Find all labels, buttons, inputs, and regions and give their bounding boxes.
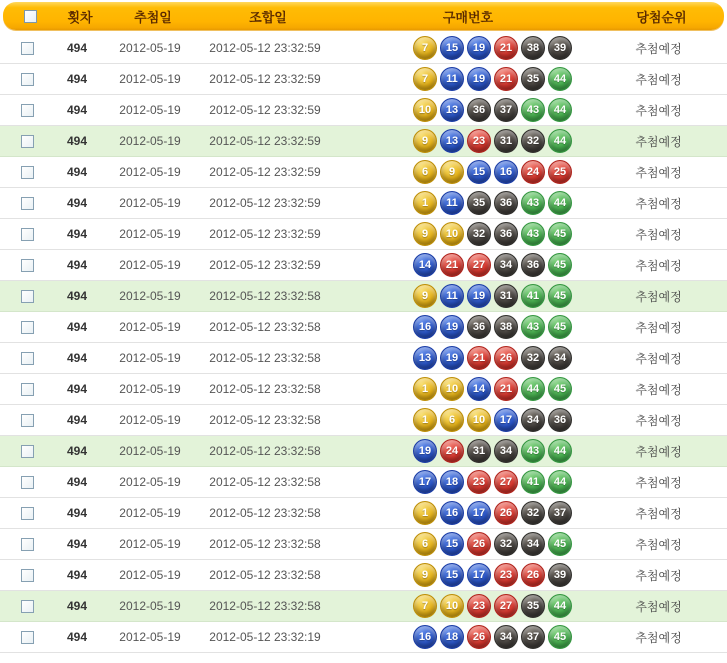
draw-date: 2012-05-19 — [119, 413, 181, 427]
row-checkbox-cell — [0, 467, 54, 497]
row-checkbox-cell — [0, 33, 54, 63]
round-number: 494 — [66, 382, 88, 396]
lotto-ball: 37 — [494, 98, 518, 122]
row-checkbox-cell — [0, 343, 54, 373]
draw-date: 2012-05-19 — [119, 382, 181, 396]
combination-datetime: 2012-05-12 23:32:58 — [209, 320, 321, 334]
table-row — [0, 219, 727, 250]
table-row — [0, 374, 727, 405]
round-number: 494 — [66, 134, 88, 148]
round-number: 494 — [66, 41, 88, 55]
winning-rank-status: 추첨예정 — [635, 41, 682, 56]
lotto-ball: 19 — [413, 439, 437, 463]
lotto-ball: 17 — [494, 408, 518, 432]
purchase-numbers — [330, 498, 600, 528]
purchase-numbers — [330, 343, 600, 373]
row-checkbox-cell — [0, 498, 54, 528]
combination-datetime: 2012-05-12 23:32:58 — [209, 351, 321, 365]
row-checkbox-cell — [0, 560, 54, 590]
lotto-ball: 13 — [440, 98, 464, 122]
row-checkbox[interactable] — [21, 445, 34, 458]
lotto-ball: 32 — [521, 129, 545, 153]
lotto-ball: 32 — [521, 501, 545, 525]
lotto-ball: 6 — [413, 532, 437, 556]
table-header — [3, 2, 724, 30]
lotto-ball: 23 — [467, 594, 491, 618]
lotto-ball: 43 — [521, 191, 545, 215]
row-checkbox-cell — [0, 126, 54, 156]
lotto-ball: 9 — [440, 160, 464, 184]
lotto-ball: 23 — [467, 470, 491, 494]
lotto-ball: 10 — [440, 377, 464, 401]
lotto-ball: 37 — [521, 625, 545, 649]
round-number: 494 — [66, 196, 88, 210]
lotto-ball: 21 — [494, 67, 518, 91]
lotto-ball: 34 — [548, 346, 572, 370]
lotto-ball: 39 — [548, 563, 572, 587]
lotto-ball: 1 — [413, 408, 437, 432]
lotto-ball: 37 — [548, 501, 572, 525]
purchase-numbers — [330, 157, 600, 187]
purchase-numbers — [330, 591, 600, 621]
lotto-ball: 45 — [548, 625, 572, 649]
lotto-ball: 44 — [548, 67, 572, 91]
winning-rank-status: 추첨예정 — [635, 258, 682, 273]
lotto-ball: 27 — [467, 253, 491, 277]
purchase-numbers — [330, 219, 600, 249]
lotto-ball: 13 — [413, 346, 437, 370]
draw-date: 2012-05-19 — [119, 72, 181, 86]
lotto-ball: 44 — [548, 191, 572, 215]
lotto-ball: 26 — [494, 346, 518, 370]
round-number: 494 — [66, 351, 88, 365]
row-checkbox-cell — [0, 250, 54, 280]
winning-rank-status: 추첨예정 — [635, 320, 682, 335]
combination-datetime: 2012-05-12 23:32:58 — [209, 475, 321, 489]
table-row — [0, 312, 727, 343]
lotto-ball: 19 — [467, 284, 491, 308]
draw-date: 2012-05-19 — [119, 103, 181, 117]
row-checkbox[interactable] — [21, 290, 34, 303]
row-checkbox-cell — [0, 436, 54, 466]
purchase-numbers — [330, 64, 600, 94]
round-number: 494 — [66, 599, 88, 613]
purchase-numbers — [330, 622, 600, 652]
lotto-ball: 1 — [413, 191, 437, 215]
row-checkbox[interactable] — [21, 507, 34, 520]
lotto-ball: 11 — [440, 191, 464, 215]
lotto-ball: 35 — [521, 594, 545, 618]
table-row — [0, 560, 727, 591]
lotto-ball: 1 — [413, 501, 437, 525]
draw-date: 2012-05-19 — [119, 165, 181, 179]
lotto-ball: 34 — [494, 253, 518, 277]
lotto-ball: 21 — [494, 377, 518, 401]
col-header-combo-date: 조합일 — [249, 9, 287, 25]
lotto-ball: 44 — [548, 129, 572, 153]
lotto-ball: 16 — [413, 315, 437, 339]
lotto-ball: 44 — [548, 594, 572, 618]
table-row — [0, 591, 727, 622]
draw-date: 2012-05-19 — [119, 320, 181, 334]
lotto-ball: 43 — [521, 439, 545, 463]
lotto-ball: 44 — [548, 439, 572, 463]
lotto-ball: 17 — [467, 501, 491, 525]
combination-datetime: 2012-05-12 23:32:59 — [209, 196, 321, 210]
round-number: 494 — [66, 72, 88, 86]
draw-date: 2012-05-19 — [119, 444, 181, 458]
combination-datetime: 2012-05-12 23:32:19 — [209, 630, 321, 644]
lotto-ball: 16 — [413, 625, 437, 649]
lotto-ball: 7 — [413, 594, 437, 618]
lotto-ball: 27 — [494, 594, 518, 618]
lotto-ball: 32 — [494, 532, 518, 556]
lotto-ball: 44 — [521, 377, 545, 401]
lotto-ball: 26 — [467, 625, 491, 649]
row-checkbox[interactable] — [21, 476, 34, 489]
lotto-ball: 21 — [440, 253, 464, 277]
lotto-ball: 10 — [467, 408, 491, 432]
table-row — [0, 405, 727, 436]
lotto-ball: 26 — [521, 563, 545, 587]
table-row — [0, 95, 727, 126]
winning-rank-status: 추첨예정 — [635, 103, 682, 118]
round-number: 494 — [66, 320, 88, 334]
combination-datetime: 2012-05-12 23:32:59 — [209, 72, 321, 86]
row-checkbox[interactable] — [21, 228, 34, 241]
row-checkbox-cell — [0, 219, 54, 249]
table-row — [0, 436, 727, 467]
winning-rank-status: 추첨예정 — [635, 537, 682, 552]
row-checkbox[interactable] — [21, 600, 34, 613]
row-checkbox[interactable] — [21, 352, 34, 365]
draw-date: 2012-05-19 — [119, 506, 181, 520]
purchase-numbers — [330, 374, 600, 404]
lotto-ball: 31 — [494, 129, 518, 153]
table-row — [0, 343, 727, 374]
combination-datetime: 2012-05-12 23:32:58 — [209, 382, 321, 396]
row-checkbox[interactable] — [21, 538, 34, 551]
draw-date: 2012-05-19 — [119, 196, 181, 210]
draw-date: 2012-05-19 — [119, 475, 181, 489]
lotto-ball: 9 — [413, 284, 437, 308]
table-row — [0, 157, 727, 188]
row-checkbox[interactable] — [21, 383, 34, 396]
combination-datetime: 2012-05-12 23:32:58 — [209, 568, 321, 582]
draw-date: 2012-05-19 — [119, 630, 181, 644]
lotto-ball: 34 — [521, 408, 545, 432]
round-number: 494 — [66, 537, 88, 551]
lotto-ball: 15 — [440, 563, 464, 587]
lotto-ball: 25 — [548, 160, 572, 184]
lotto-ball: 32 — [521, 346, 545, 370]
lotto-ball: 36 — [494, 222, 518, 246]
winning-rank-status: 추첨예정 — [635, 134, 682, 149]
lotto-ball: 6 — [440, 408, 464, 432]
lotto-ball: 35 — [467, 191, 491, 215]
purchase-numbers — [330, 405, 600, 435]
round-number: 494 — [66, 506, 88, 520]
lotto-ball: 21 — [494, 36, 518, 60]
purchase-numbers — [330, 312, 600, 342]
lotto-ball: 43 — [521, 222, 545, 246]
lotto-ball: 45 — [548, 377, 572, 401]
lotto-ball: 7 — [413, 67, 437, 91]
draw-date: 2012-05-19 — [119, 258, 181, 272]
lotto-ball: 38 — [521, 36, 545, 60]
lotto-ball: 11 — [440, 284, 464, 308]
lotto-ball: 9 — [413, 563, 437, 587]
draw-date: 2012-05-19 — [119, 134, 181, 148]
lotto-ball: 11 — [440, 67, 464, 91]
table-row — [0, 529, 727, 560]
lotto-ball: 45 — [548, 315, 572, 339]
lotto-ball: 45 — [548, 284, 572, 308]
lotto-ball: 41 — [521, 470, 545, 494]
draw-date: 2012-05-19 — [119, 289, 181, 303]
purchase-numbers — [330, 467, 600, 497]
winning-rank-status: 추첨예정 — [635, 227, 682, 242]
draw-date: 2012-05-19 — [119, 351, 181, 365]
lotto-ball: 38 — [494, 315, 518, 339]
header-cell-checkbox — [3, 2, 57, 30]
lotto-ball: 15 — [467, 160, 491, 184]
row-checkbox-cell — [0, 188, 54, 218]
draw-date: 2012-05-19 — [119, 537, 181, 551]
lotto-ball: 32 — [467, 222, 491, 246]
round-number: 494 — [66, 289, 88, 303]
round-number: 494 — [66, 165, 88, 179]
table-row — [0, 467, 727, 498]
row-checkbox[interactable] — [21, 259, 34, 272]
lotto-ball: 31 — [467, 439, 491, 463]
lotto-ball: 7 — [413, 36, 437, 60]
lotto-ball: 36 — [521, 253, 545, 277]
lotto-ball: 23 — [494, 563, 518, 587]
lotto-ball: 18 — [440, 625, 464, 649]
lotto-ball: 34 — [521, 532, 545, 556]
purchase-numbers — [330, 250, 600, 280]
row-checkbox[interactable] — [21, 73, 34, 86]
table-row — [0, 188, 727, 219]
winning-rank-status: 추첨예정 — [635, 165, 682, 180]
winning-rank-status: 추첨예정 — [635, 413, 682, 428]
lotto-ball: 24 — [440, 439, 464, 463]
lotto-ball: 36 — [467, 98, 491, 122]
lotto-ball: 36 — [548, 408, 572, 432]
lotto-ball: 24 — [521, 160, 545, 184]
draw-date: 2012-05-19 — [119, 599, 181, 613]
lotto-ball: 36 — [494, 191, 518, 215]
purchase-numbers — [330, 529, 600, 559]
purchase-numbers — [330, 281, 600, 311]
lotto-ball: 39 — [548, 36, 572, 60]
row-checkbox-cell — [0, 591, 54, 621]
winning-rank-status: 추첨예정 — [635, 506, 682, 521]
lotto-ball: 41 — [521, 284, 545, 308]
winning-rank-status: 추첨예정 — [635, 599, 682, 614]
purchase-numbers — [330, 95, 600, 125]
lotto-ball: 1 — [413, 377, 437, 401]
lotto-ball: 14 — [467, 377, 491, 401]
lotto-ball: 35 — [521, 67, 545, 91]
combination-datetime: 2012-05-12 23:32:58 — [209, 289, 321, 303]
lotto-ball: 6 — [413, 160, 437, 184]
combination-datetime: 2012-05-12 23:32:59 — [209, 134, 321, 148]
row-checkbox[interactable] — [21, 166, 34, 179]
lotto-ball: 23 — [467, 129, 491, 153]
row-checkbox-cell — [0, 95, 54, 125]
round-number: 494 — [66, 475, 88, 489]
row-checkbox-cell — [0, 64, 54, 94]
table-row — [0, 622, 727, 653]
round-number: 494 — [66, 258, 88, 272]
lotto-ball: 9 — [413, 222, 437, 246]
lotto-ball: 10 — [413, 98, 437, 122]
lotto-ball: 15 — [440, 532, 464, 556]
lotto-ball: 27 — [494, 470, 518, 494]
winning-rank-status: 추첨예정 — [635, 351, 682, 366]
lotto-ball: 45 — [548, 222, 572, 246]
winning-rank-status: 추첨예정 — [635, 289, 682, 304]
lotto-ball: 45 — [548, 253, 572, 277]
round-number: 494 — [66, 568, 88, 582]
lotto-ball: 43 — [521, 98, 545, 122]
draw-date: 2012-05-19 — [119, 41, 181, 55]
table-row — [0, 33, 727, 64]
lotto-ball: 21 — [467, 346, 491, 370]
lotto-ball: 44 — [548, 470, 572, 494]
lotto-ball: 19 — [440, 315, 464, 339]
combination-datetime: 2012-05-12 23:32:58 — [209, 413, 321, 427]
purchase-numbers — [330, 188, 600, 218]
select-all-checkbox[interactable] — [24, 10, 37, 23]
row-checkbox[interactable] — [21, 414, 34, 427]
combination-datetime: 2012-05-12 23:32:58 — [209, 444, 321, 458]
row-checkbox-cell — [0, 374, 54, 404]
lotto-ball: 10 — [440, 594, 464, 618]
combination-datetime: 2012-05-12 23:32:59 — [209, 227, 321, 241]
lotto-ball: 17 — [413, 470, 437, 494]
lotto-ball: 43 — [521, 315, 545, 339]
table-row — [0, 281, 727, 312]
lotto-ball: 45 — [548, 532, 572, 556]
lotto-ball: 19 — [467, 36, 491, 60]
lotto-ball: 44 — [548, 98, 572, 122]
lotto-ball: 34 — [494, 439, 518, 463]
draw-date: 2012-05-19 — [119, 568, 181, 582]
row-checkbox[interactable] — [21, 135, 34, 148]
lotto-ball: 31 — [494, 284, 518, 308]
table-row — [0, 126, 727, 157]
purchase-numbers — [330, 560, 600, 590]
round-number: 494 — [66, 227, 88, 241]
table-row — [0, 250, 727, 281]
round-number: 494 — [66, 630, 88, 644]
col-header-rank: 당첨순위 — [636, 9, 687, 25]
row-checkbox-cell — [0, 281, 54, 311]
col-header-round: 횟차 — [67, 9, 93, 25]
lotto-ball: 16 — [440, 501, 464, 525]
row-checkbox[interactable] — [21, 197, 34, 210]
table-row — [0, 64, 727, 95]
combination-datetime: 2012-05-12 23:32:58 — [209, 537, 321, 551]
lotto-ball: 10 — [440, 222, 464, 246]
lotto-ball: 17 — [467, 563, 491, 587]
lotto-ball: 34 — [494, 625, 518, 649]
col-header-numbers: 구매번호 — [442, 9, 494, 25]
col-header-draw-date: 추첨일 — [134, 9, 172, 25]
round-number: 494 — [66, 413, 88, 427]
row-checkbox[interactable] — [21, 104, 34, 117]
row-checkbox[interactable] — [21, 569, 34, 582]
lotto-ball: 9 — [413, 129, 437, 153]
purchase-numbers — [330, 33, 600, 63]
lotto-ball: 15 — [440, 36, 464, 60]
row-checkbox[interactable] — [21, 42, 34, 55]
lotto-ball: 16 — [494, 160, 518, 184]
row-checkbox-cell — [0, 157, 54, 187]
combination-datetime: 2012-05-12 23:32:59 — [209, 103, 321, 117]
purchase-numbers — [330, 436, 600, 466]
lotto-ball: 18 — [440, 470, 464, 494]
lotto-ball: 14 — [413, 253, 437, 277]
winning-rank-status: 추첨예정 — [635, 382, 682, 397]
winning-rank-status: 추첨예정 — [635, 444, 682, 459]
row-checkbox-cell — [0, 622, 54, 652]
combination-datetime: 2012-05-12 23:32:59 — [209, 41, 321, 55]
lotto-ball: 19 — [467, 67, 491, 91]
purchase-numbers — [330, 126, 600, 156]
combination-datetime: 2012-05-12 23:32:59 — [209, 165, 321, 179]
row-checkbox-cell — [0, 405, 54, 435]
combination-datetime: 2012-05-12 23:32:58 — [209, 599, 321, 613]
round-number: 494 — [66, 444, 88, 458]
table-body — [0, 33, 727, 653]
combination-datetime: 2012-05-12 23:32:59 — [209, 258, 321, 272]
lotto-ball: 13 — [440, 129, 464, 153]
winning-rank-status: 추첨예정 — [635, 72, 682, 87]
combination-datetime: 2012-05-12 23:32:58 — [209, 506, 321, 520]
round-number: 494 — [66, 103, 88, 117]
winning-rank-status: 추첨예정 — [635, 568, 682, 583]
winning-rank-status: 추첨예정 — [635, 475, 682, 490]
row-checkbox-cell — [0, 312, 54, 342]
draw-date: 2012-05-19 — [119, 227, 181, 241]
lotto-ball: 36 — [467, 315, 491, 339]
lotto-ball: 19 — [440, 346, 464, 370]
lotto-ball: 26 — [467, 532, 491, 556]
winning-rank-status: 추첨예정 — [635, 630, 682, 645]
table-row — [0, 498, 727, 529]
row-checkbox-cell — [0, 529, 54, 559]
row-checkbox[interactable] — [21, 631, 34, 644]
winning-rank-status: 추첨예정 — [635, 196, 682, 211]
lotto-ball: 26 — [494, 501, 518, 525]
row-checkbox[interactable] — [21, 321, 34, 334]
